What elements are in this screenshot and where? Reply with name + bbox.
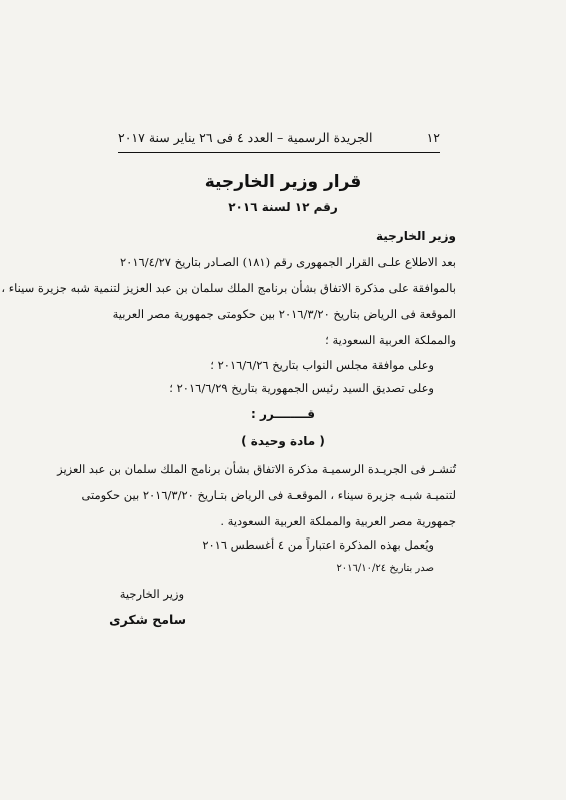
decision-line-2: لتنميـة شبـه جزيرة سيناء ، الموقعـة فى الرياض بتـاريخ ٢٠١٦/٣/٢٠ بين حكومتى — [81, 488, 456, 502]
decree-title: قرار وزير الخارجية — [204, 172, 362, 192]
signatory-name: سامح شكرى — [109, 612, 186, 627]
publication-line: الجريدة الرسمية – العدد ٤ فى ٢٦ يناير سنة ٢٠١٧ — [118, 130, 373, 145]
decision-heading: قــــــــرر : — [250, 407, 316, 421]
issuer-heading: وزير الخارجية — [375, 229, 456, 243]
page-number: ١٢ — [426, 130, 440, 145]
decree-number: رقم ١٢ لسنة ٢٠١٦ — [228, 200, 338, 214]
page-header — [118, 130, 440, 145]
signatory-role: وزير الخارجية — [119, 587, 184, 601]
decision-line-1: تُنشـر فى الجريـدة الرسميـة مذكرة الاتفاق بشأن برنامج الملك سلمان بن عبد العزيز — [57, 462, 456, 476]
parliament-approval: وعلى موافقة مجلس النواب بتاريخ ٢٠١٦/٦/٢٦ ؛ — [210, 358, 434, 372]
preamble-line-1: بعد الاطلاع علـى القرار الجمهورى رقم (١٨١) الصـادر بتاريخ ٢٠١٦/٤/٢٧ — [120, 255, 456, 269]
preamble-line-3: الموقعة فى الرياض بتاريخ ٢٠١٦/٣/٢٠ بين حكومتى جمهورية مصر العربية — [112, 307, 456, 321]
president-ratification: وعلى تصديق السيد رئيس الجمهورية بتاريخ ٢٠١٦/٦/٢٩ ؛ — [169, 381, 434, 395]
effective-date: ويُعمل بهذه المذكرة اعتباراً من ٤ أغسطس ٢٠١٦ — [202, 538, 434, 552]
decision-line-3: جمهورية مصر العربية والمملكة العربية السعودية . — [220, 514, 456, 528]
article-heading: ( مادة وحيدة ) — [241, 434, 325, 448]
preamble-line-2: بالموافقة على مذكرة الاتفاق بشأن برنامج الملك سلمان بن عبد العزيز لتنمية شبه جزيرة سيناء ، — [1, 281, 456, 295]
issue-date: صدر بتاريخ ٢٠١٦/١٠/٢٤ — [336, 563, 434, 574]
header-divider — [118, 152, 440, 153]
preamble-line-4: والمملكة العربية السعودية ؛ — [325, 333, 456, 347]
